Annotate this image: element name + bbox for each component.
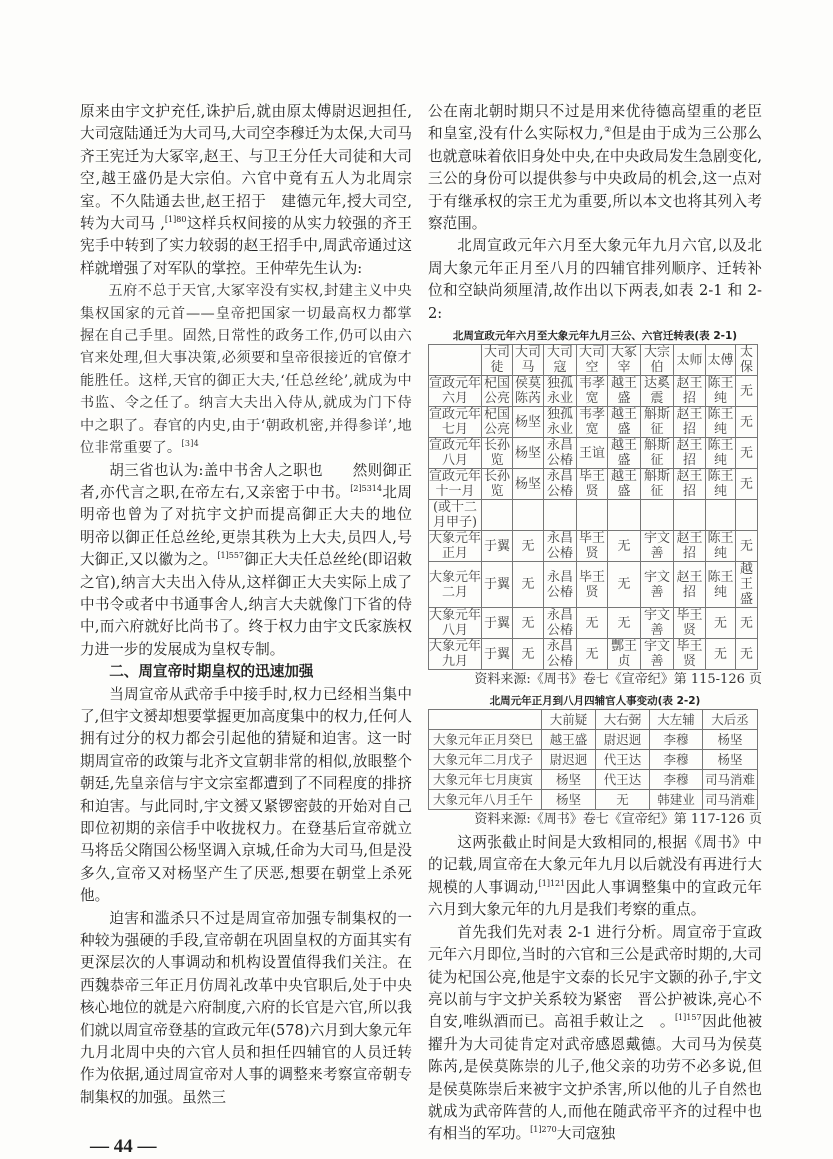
- table-cell: 酆王贞: [608, 639, 641, 670]
- table-cell: 李穆: [650, 770, 703, 790]
- column-header: 大司马: [513, 345, 544, 376]
- table-cell: 斛斯征: [641, 407, 674, 438]
- column-header: 太傅: [706, 345, 736, 376]
- column-header: 大司寇: [544, 345, 577, 376]
- column-header: 大后丞: [703, 710, 758, 730]
- table-cell: 永昌公椿: [544, 469, 577, 500]
- text-run: 北周宣政元年六月至大象元年九月六官,以及北周大象元年正月至八月的四辅官排列顺序、迁转补位和空缺尚须厘清,故作出以下两表,如表 2-1 和 2-2:: [428, 237, 762, 322]
- table-cell: 赵王招: [674, 407, 706, 438]
- table-cell: 杨坚: [703, 730, 758, 750]
- table-cell: 无: [736, 608, 758, 639]
- table-cell: 韦孝宽: [577, 407, 608, 438]
- table-cell: 韦孝宽: [577, 376, 608, 407]
- table-cell: [544, 500, 577, 531]
- table-cell: 无: [513, 562, 544, 608]
- page-number: — 44 —: [90, 1136, 157, 1158]
- table-2-2: [428, 709, 758, 810]
- citation-superscript: [2]5314: [350, 483, 382, 493]
- table-cell: 于翼: [482, 531, 513, 562]
- text-run: 二、周宣帝时期皇权的迅速加强: [109, 663, 314, 681]
- table-cell: 长孙览: [482, 438, 513, 469]
- table-cell: 越王盛: [736, 562, 758, 608]
- table-header-row: [429, 345, 758, 376]
- row-header: 大象元年九月: [429, 639, 482, 670]
- row-header: 大象元年八月: [429, 608, 482, 639]
- paragraph: [80, 908, 412, 1110]
- table-cell: 宇文善: [641, 531, 674, 562]
- section-heading: [80, 661, 412, 683]
- table-cell: 司马消难: [703, 770, 758, 790]
- row-header: 大象元年二月: [429, 562, 482, 608]
- text-run: 但是由于成为三公那么也就意味着依旧身处中央,在中央政局发生急剧变化,三公的身份可以提供参与中央政局的机会,这一点对于有继承权的宗王尤为重要,所以本文也将其列入考察范围。: [428, 125, 763, 233]
- column-header: 大左辅: [650, 710, 703, 730]
- table-cell: 无: [608, 562, 641, 608]
- paragraph: [80, 684, 412, 908]
- table-cell: 于翼: [482, 608, 513, 639]
- table-row: [429, 376, 758, 407]
- table-cell: 陈王纯: [707, 469, 734, 500]
- row-header: 宣政元年十一月: [429, 469, 482, 500]
- table-cell: 杞国公亮: [482, 376, 513, 407]
- paragraph: [428, 101, 762, 235]
- table-cell: 无: [577, 639, 608, 670]
- table-cell: [706, 500, 736, 531]
- table-cell: 永昌公椿: [544, 608, 577, 639]
- table-cell: 杨坚: [542, 770, 596, 790]
- table-cell: 无: [736, 531, 758, 562]
- table-cell: 无: [577, 608, 608, 639]
- table-header-row: [429, 710, 758, 730]
- block-quote: [80, 280, 412, 459]
- table-cell: 杨坚: [703, 750, 758, 770]
- table-row: [429, 500, 758, 531]
- text-run: 原来由宇文护充任,诛护后,就由原太傅尉迟迥担任,大司寇陆通迁为大司马,大司空李穆迁为太保,大司马齐王宪迁为大冢宰,赵王、与卫王分任大司徒和大司空,越王盛仍是大宗伯。六官中竟有五人为北周宗室。不久陆通去世,赵王招于 建德元年,授大司空,转为大司马 ,: [80, 103, 412, 233]
- table-cell: 赵王招: [674, 562, 706, 608]
- table-cell: 无: [736, 469, 758, 500]
- table-cell: 宇文善: [641, 608, 674, 639]
- table-cell: 独孤永业: [544, 407, 577, 438]
- table-cell: 无: [736, 407, 758, 438]
- table-2-2-source: 资料来源:《周书》卷七《宣帝纪》第 117-126 页: [474, 812, 762, 828]
- table-cell: 宇文善: [641, 639, 674, 670]
- row-header: 宣政元年七月: [429, 407, 482, 438]
- table-cell: 于翼: [482, 639, 513, 670]
- table-cell: 无: [736, 376, 758, 407]
- column-header: 大冢宰: [608, 345, 641, 376]
- text-run: 迫害和滥杀只不过是周宣帝加强专制集权的一种较为强硬的手段,宣帝朝在巩固皇权的方面其实有更深层次的人事调动和机构设置值得我们关注。在西魏恭帝三年正月仿周礼改革中央官职后,处于中央核心地位的就是六府制度,六府的长官是六官,所以我们就以周宣帝登基的宣政元年(578)六月到大象元年九月北周中央的六官人员和担任四辅官的人员迁转作为依据,通过周宣帝对人事的调整来考察宣帝朝专制集权的加强。虽然三: [80, 909, 412, 1106]
- table-cell: 尉迟迥: [596, 730, 650, 750]
- table-cell: [641, 500, 674, 531]
- table-cell: 无: [608, 608, 641, 639]
- row-header: (或十二月甲子): [429, 500, 482, 531]
- table-cell: 越王盛: [608, 469, 641, 500]
- table-row: [429, 469, 758, 500]
- row-header: 大象元年八月壬午: [429, 790, 542, 810]
- table-cell: [513, 500, 544, 531]
- text-run: 因此人事调整集中的宣政元年六月到大象元年的九月是我们考察的重点。: [428, 878, 762, 919]
- table-cell: 无: [513, 639, 544, 670]
- table-cell: 赵王招: [674, 531, 706, 562]
- citation-superscript: ②: [603, 125, 612, 135]
- table-cell: 越王盛: [608, 438, 641, 469]
- table-cell: 杞国公亮: [482, 407, 513, 438]
- citation-superscript: [1]270: [530, 1125, 557, 1135]
- table-row: [429, 730, 758, 750]
- table-cell: [674, 500, 706, 531]
- text-run: 大司寇独: [556, 1125, 616, 1143]
- citation-superscript: [1]557: [217, 551, 245, 561]
- table-row: [429, 407, 758, 438]
- paragraph: [428, 922, 762, 1146]
- column-header: 太保: [736, 345, 758, 376]
- text-run: 北周明帝也曾为了对抗宇文护而提高御正大夫的地位 明帝以御正任总丝纶,更崇其秩为上大夫,员四人,号大御正,又以徽为之。: [80, 483, 427, 569]
- column-header: 大司徒: [482, 345, 513, 376]
- table-2-1-source: 资料来源:《周书》卷七《宣帝纪》第 115-126 页: [474, 672, 762, 688]
- text-run: 五府不总于天官,大冢宰没有实权,封建主义中央集权国家的元首——皇帝把国家一切最高权力都掌握在自己手里。固然,日常性的政务工作,仍可以由六官来处理,但大事决策,必须要和皇帝很接近的官僚才能胜任。这样,天官的御正大夫,‘任总丝纶’,就成为中书监、令之任了。纳言大夫出入侍从,就成为门下侍中之职了。春官的内史,由于‘朝政机密,并得参详’,地位非常重要了。: [80, 283, 412, 457]
- table-cell: 杨坚: [513, 407, 544, 438]
- table-row: [429, 790, 758, 810]
- table-cell: [736, 500, 758, 531]
- table-cell: 杨坚: [542, 790, 596, 810]
- text-run: 御正大夫任总丝纶(即诏敕之官),纳言大夫出入侍从,这样御正大夫实际上成了中书令或者中书通事舍人,纳言大夫就像门下省的侍中,而六府就好比尚书了。终于权力由宇文氏家族权力进一步的发展成为皇权专制。: [80, 551, 413, 658]
- table-cell: 陈王纯: [707, 407, 734, 438]
- table-cell: 赵王招: [674, 438, 706, 469]
- table-cell: 越王盛: [608, 407, 641, 438]
- table-cell: 越王盛: [608, 376, 641, 407]
- table-cell: 永昌公椿: [544, 639, 577, 670]
- table-cell: 李穆: [650, 750, 703, 770]
- citation-superscript: [1]121: [538, 878, 566, 888]
- table-row: [429, 770, 758, 790]
- table-cell: 陈王纯: [707, 531, 734, 562]
- table-row: [429, 639, 758, 670]
- table-cell: [608, 500, 641, 531]
- table-cell: 王谊: [577, 438, 608, 469]
- left-column: [80, 101, 427, 1159]
- table-cell: 李穆: [650, 730, 703, 750]
- column-header: 大前疑: [542, 710, 596, 730]
- table-row: [429, 750, 758, 770]
- text-run: 首先我们先对表 2-1 进行分析。周宣帝于宣政元年六月即位,当时的六官和三公是武帝时期的,大司徒为杞国公亮,他是宇文泰的长兄宇文颢的孙子,宇文亮以前与宇文护关系较为紧密 晋公护被诛,亮心不自安,唯纵酒而已。高祖手敕让之 。: [428, 923, 762, 1031]
- text-run: 这两张截止时间是大致相同的,根据《周书》中的记载,周宣帝在大象元年九月以后就没有再进行大规模的人事调动,: [428, 834, 762, 896]
- table-cell: 斛斯征: [641, 469, 674, 500]
- table-row: [429, 608, 758, 639]
- paragraph: [80, 460, 427, 662]
- row-header: 宣政元年六月: [429, 376, 482, 407]
- text-run: 公在南北朝时期只不过是用来优待德高望重的老臣和皇室,没有什么实际权力,: [428, 103, 762, 143]
- table-row: [429, 562, 758, 608]
- table-cell: 无: [736, 438, 758, 469]
- table-cell: 毕王贤: [577, 562, 608, 608]
- column-header: 太师: [674, 345, 706, 376]
- table-cell: 赵王招: [674, 376, 706, 407]
- column-header: [429, 345, 482, 376]
- table-cell: 赵王招: [674, 469, 706, 500]
- table-2-2-caption: 北周元年正月到八月四辅官人事变动(表 2-2): [489, 695, 701, 708]
- table-cell: 永昌公椿: [544, 438, 577, 469]
- table-cell: 毕王贤: [577, 531, 608, 562]
- table-cell: 司马消难: [703, 790, 758, 810]
- citation-superscript: [1]80: [164, 215, 187, 225]
- table-cell: 毕王贤: [577, 469, 608, 500]
- table-cell: 无: [513, 608, 544, 639]
- table-cell: 永昌公椿: [544, 562, 577, 608]
- row-header: 大象元年二月戊子: [429, 750, 542, 770]
- table-cell: 达奚震: [641, 376, 674, 407]
- right-column: [428, 101, 762, 1146]
- table-cell: 无: [736, 639, 758, 670]
- table-cell: 斛斯征: [641, 438, 674, 469]
- column-header: 大右弼: [596, 710, 650, 730]
- row-header: 大象元年正月: [429, 531, 482, 562]
- table-cell: 毕王贤: [674, 608, 706, 639]
- table-cell: 韩建业: [650, 790, 703, 810]
- table-cell: 宇文善: [641, 562, 674, 608]
- table-cell: 无: [706, 639, 736, 670]
- table-cell: 长孙览: [482, 469, 513, 500]
- left-text: [80, 101, 427, 1109]
- text-run: 当周宣帝从武帝手中接手时,权力已经相当集中了,但宇文赟却想要掌握更加高度集中的权力,任何人拥有过分的权力都会引起他的猜疑和迫害。这一时期周宣帝的政策与北齐文宣朝非常的相似,放眼整个朝廷,先皇亲信与宇文宗室都遭到了不同程度的排挤和迫害。与此同时,宇文赟又紧锣密鼓的开始对自己即位初期的亲信手中收拢权力。在登基后宣帝就立马将岳父隋国公杨坚调入京城,任命为大司马,但是没多久,宣帝又对杨坚产生了厌恶,想要在朝堂上杀死他。: [80, 685, 412, 905]
- citation-superscript: [1]157: [674, 1013, 702, 1023]
- table-cell: 陈王纯: [707, 376, 734, 407]
- table-2-1-caption: 北周宣政元年六月至大象元年九月三公、六官迁转表(表 2-1): [452, 330, 738, 343]
- table-row: [429, 438, 758, 469]
- table-cell: 无: [706, 608, 736, 639]
- table-cell: 毕王贤: [674, 639, 706, 670]
- table-cell: [482, 500, 513, 531]
- column-header: 大宗伯: [641, 345, 674, 376]
- table-2-1: [428, 344, 758, 670]
- text-run: 这样兵权间接的从实力较强的齐王宪手中转到了实力较弱的赵王招手中,周武帝通过这样就增强了对军队的掌控。王仲荦先生认为:: [80, 215, 412, 277]
- table-cell: 独孤永业: [544, 376, 577, 407]
- column-header: [429, 710, 542, 730]
- row-header: 大象元年七月庚寅: [429, 770, 542, 790]
- table-cell: 永昌公椿: [544, 531, 577, 562]
- column-header: 大司空: [577, 345, 608, 376]
- table-cell: 陈王纯: [707, 438, 734, 469]
- row-header: 大象元年正月癸巳: [429, 730, 542, 750]
- table-cell: 代王达: [596, 770, 650, 790]
- table-cell: 越王盛: [542, 730, 596, 750]
- table-cell: 尉迟迥: [542, 750, 596, 770]
- row-header: 宣政元年八月: [429, 438, 482, 469]
- table-row: [429, 531, 758, 562]
- table-cell: 于翼: [482, 562, 513, 608]
- table-cell: 无: [608, 531, 641, 562]
- right-bottom-text: [428, 832, 762, 1146]
- text-run: 因此他被擢升为大司徒肯定对武帝感恩戴德。大司马为侯莫陈芮,是侯莫陈崇的儿子,他父亲的功劳不必多说,但是侯莫陈崇后来被宇文护杀害,所以他的儿子自然也就成为武帝阵营的人,而他在随武帝平齐的过程中也有相当的军功。: [428, 1013, 762, 1143]
- table-cell: 杨坚: [513, 469, 544, 500]
- table-cell: 陈王纯: [706, 562, 736, 608]
- table-cell: 无: [513, 531, 544, 562]
- table-cell: 侯莫陈芮: [513, 376, 544, 407]
- table-cell: 代王达: [596, 750, 650, 770]
- table-cell: [577, 500, 608, 531]
- citation-superscript: [3]4: [181, 439, 200, 449]
- paragraph: [428, 235, 762, 325]
- table-cell: 杨坚: [513, 438, 544, 469]
- right-top-text: [428, 101, 762, 325]
- text-run: 胡三省也认为:盖中书舍人之职也 然则御正者,亦代言之职,在帝左右,又亲密于中书。: [80, 461, 412, 501]
- paragraph: [428, 832, 762, 922]
- paragraph: [80, 101, 412, 280]
- table-cell: 无: [596, 790, 650, 810]
